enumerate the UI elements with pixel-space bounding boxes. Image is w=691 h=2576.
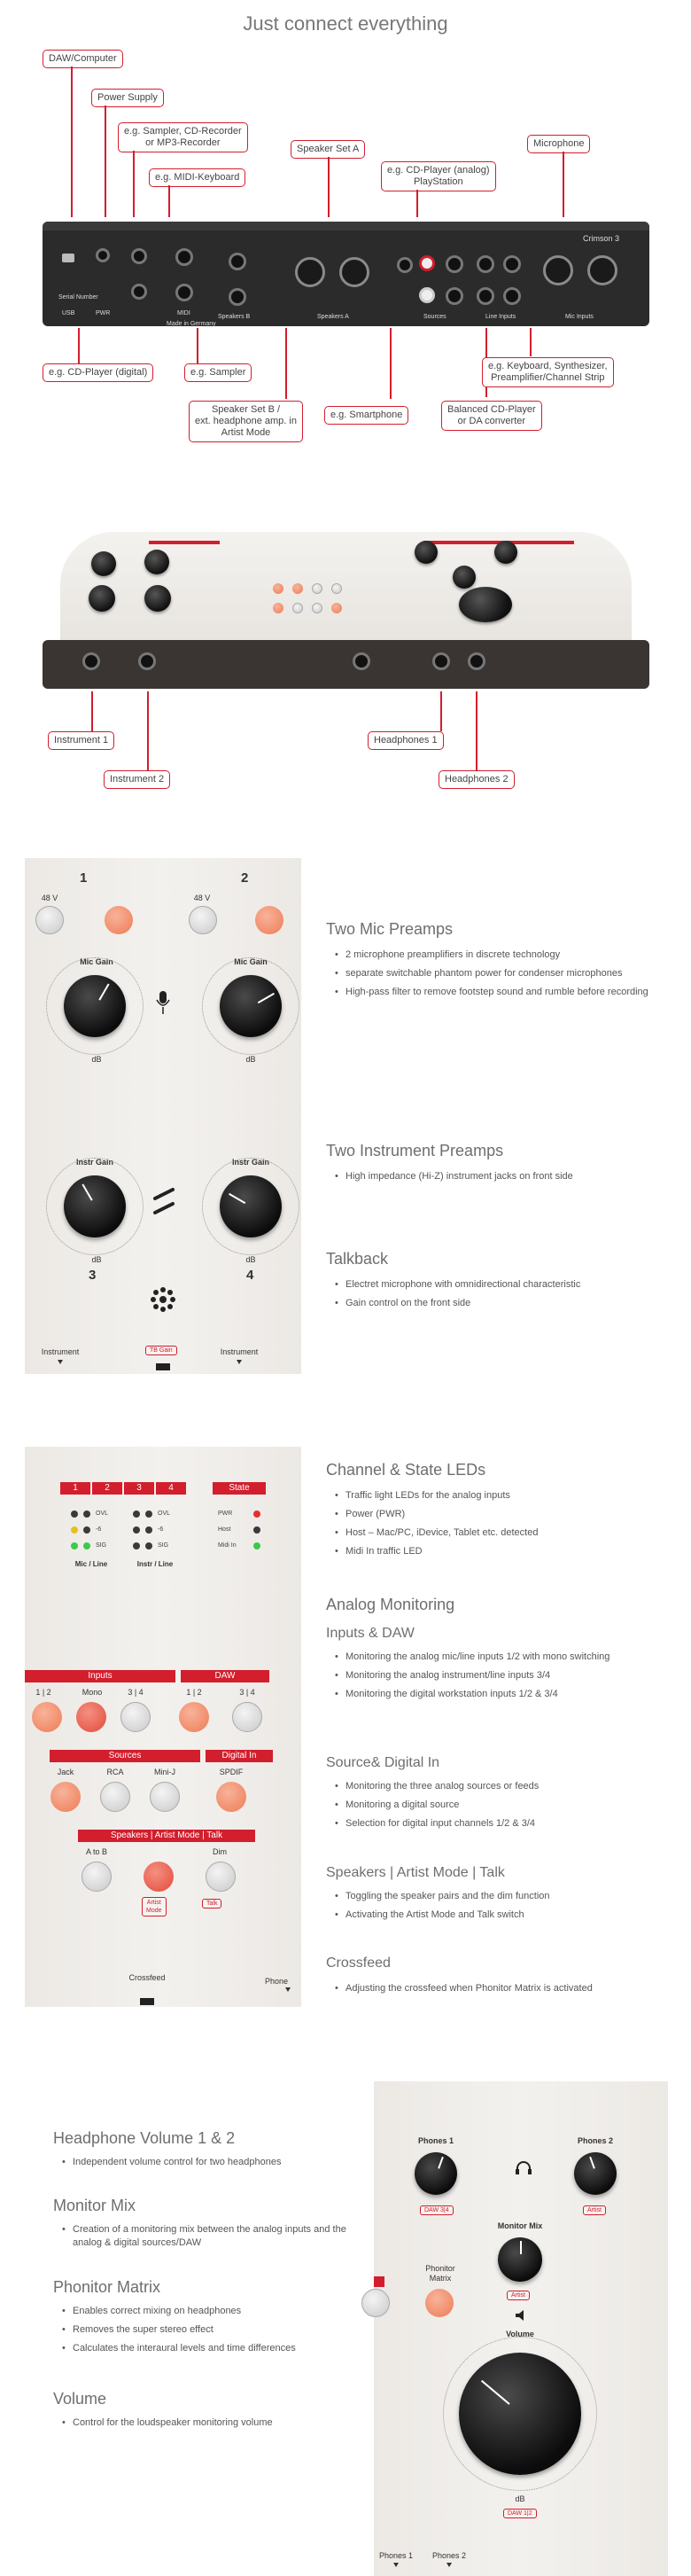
instr-gain-4-label: Instr Gain: [231, 1158, 269, 1167]
callout-microphone: Microphone: [527, 135, 590, 153]
source-digital-bullets: [335, 1780, 654, 1836]
bullet: • Control for the loudspeaker monitoring volume: [62, 2416, 363, 2430]
db-label: dB: [245, 1255, 256, 1264]
instr-gain-knob[interactable]: [89, 585, 115, 612]
db-label: dB: [91, 1255, 102, 1264]
instr-gain-3-label: Instr Gain: [75, 1158, 113, 1167]
monitor-mix-bullets: [62, 2223, 363, 2255]
input-button[interactable]: [331, 583, 342, 594]
instrument-1-jack[interactable]: [82, 652, 100, 670]
bullet: • Power (PWR): [335, 1508, 654, 1521]
crossfeed-label: Crossfeed: [128, 1973, 166, 1982]
channel-3-header: 3: [124, 1482, 154, 1495]
mono-button[interactable]: [76, 1702, 106, 1732]
dim-button[interactable]: [206, 1862, 236, 1892]
lead-line: [133, 151, 135, 217]
mic-line-label: Mic / Line: [74, 1560, 108, 1568]
lead-line: [563, 152, 564, 217]
accent-bar: [374, 2276, 384, 2287]
source-digital-subtitle: Source& Digital In: [326, 1755, 440, 1770]
speakers-bullets: [335, 1890, 654, 1927]
knob-pointer: [589, 2157, 595, 2169]
led-minus6: [145, 1526, 152, 1534]
bullet: • Adjusting the crossfeed when Phonitor Matrix is activated: [335, 1982, 654, 1995]
back-panel: [43, 222, 649, 326]
arrow-down-icon: [393, 2563, 399, 2567]
daw12-label: DAW 1|2: [503, 2509, 537, 2518]
bullet: • Independent volume control for two headphones: [62, 2156, 363, 2169]
bullet: • Midi In traffic LED: [335, 1545, 654, 1558]
led-sig: [145, 1542, 152, 1550]
channel-1-header: 1: [60, 1482, 90, 1495]
midi-out-jack[interactable]: [175, 284, 193, 301]
channel-2-number: 2: [241, 870, 249, 886]
dim-label: Dim: [213, 1847, 227, 1856]
midi-label: MIDI: [177, 310, 190, 316]
preamp-panel: [25, 858, 301, 1374]
volume-knob[interactable]: [459, 587, 512, 622]
volume-bullets: [62, 2416, 363, 2435]
usb-label: USB: [62, 310, 75, 316]
daw-header: DAW: [181, 1670, 269, 1682]
db-label: dB: [91, 1055, 102, 1064]
instr-gain-4-knob[interactable]: [220, 1175, 282, 1237]
phones-knob[interactable]: [494, 541, 517, 564]
mic-inputs-label: Mic Inputs: [565, 314, 594, 320]
bullet: • Electret microphone with omnidirectional characteristic: [335, 1278, 654, 1292]
inputs-daw-bullets: [335, 1651, 654, 1706]
bullet: • Calculates the interaural levels and time differences: [62, 2342, 363, 2355]
lead-line: [416, 190, 418, 217]
source-jack[interactable]: [446, 287, 463, 305]
arrow-down-icon: [58, 1360, 63, 1364]
callout-keyboard-synth: e.g. Keyboard, Synthesizer, Preamplifier/Channel Strip: [482, 357, 614, 387]
spdif-label: SPDIF: [219, 1768, 244, 1776]
spdif-jack[interactable]: [131, 248, 147, 264]
pwr-label: PWR: [96, 310, 111, 316]
callout-sampler-cd: e.g. Sampler, CD-Recorder or MP3-Recorder: [118, 122, 248, 152]
brand-label: Crimson 3: [583, 234, 620, 243]
bullet: • Monitoring the digital workstation inputs 1/2 & 3/4: [335, 1688, 654, 1701]
mini-jack[interactable]: [397, 257, 413, 273]
monitor-mix-knob[interactable]: [498, 2237, 542, 2282]
led-sig: [133, 1542, 140, 1550]
accent-bar: [149, 541, 220, 544]
host-label: Host: [218, 1526, 231, 1533]
volume-knob[interactable]: [459, 2353, 581, 2475]
speakers-b-label: Speakers B: [218, 314, 251, 320]
out-phones-1-label: Phones 1: [378, 2551, 414, 2560]
ovl-label: OVL: [96, 1510, 109, 1517]
jack-button[interactable]: [50, 1782, 81, 1812]
input-34-button[interactable]: [120, 1702, 151, 1732]
monitoring-panel: [25, 1447, 301, 2007]
source-button[interactable]: [331, 603, 342, 613]
pwr-label: PWR: [218, 1510, 233, 1517]
ovl-label: OVL: [158, 1510, 171, 1517]
phones-1-label: Phones 1: [417, 2136, 454, 2145]
sig-label: SIG: [96, 1542, 107, 1549]
line-input-jack[interactable]: [503, 255, 521, 273]
highpass-1-button[interactable]: [105, 906, 133, 934]
led-midi-in: [253, 1542, 260, 1550]
callout-balanced-cd: Balanced CD-Player or DA converter: [441, 401, 542, 431]
minus6-label: -6: [158, 1526, 164, 1533]
in34-label: 3 | 4: [128, 1688, 144, 1697]
talkback-mic-icon: [147, 1284, 179, 1315]
digital-in-header: Digital In: [206, 1750, 273, 1762]
lead-line: [197, 328, 198, 363]
bullet: • separate switchable phantom power for condenser microphones: [335, 967, 654, 980]
bullet: • Creation of a monitoring mix between the analog inputs and the analog & digital sources/DAW: [62, 2223, 363, 2250]
phonitor-matrix-bullets: [62, 2305, 363, 2361]
mic-gain-2-knob[interactable]: [220, 975, 282, 1037]
callout-smartphone: e.g. Smartphone: [324, 406, 408, 425]
callout-daw: DAW/Computer: [43, 50, 123, 68]
input-button[interactable]: [273, 583, 283, 594]
lead-line: [390, 328, 392, 399]
state-header: State: [213, 1482, 266, 1495]
a-to-b-button[interactable]: [82, 1862, 112, 1892]
speakers-subtitle: Speakers | Artist Mode | Talk: [326, 1865, 505, 1880]
source-button[interactable]: [292, 603, 303, 613]
out-phones-2-label: Phones 2: [431, 2551, 467, 2560]
headphones-icon: [516, 2161, 532, 2175]
lead-line: [168, 185, 170, 217]
minus6-label: -6: [96, 1526, 102, 1533]
jack-label: Jack: [57, 1768, 74, 1776]
knob-pointer: [82, 1183, 92, 1200]
highpass-2-button[interactable]: [255, 906, 283, 934]
lead-line: [328, 157, 330, 217]
crossfeed-tab[interactable]: [140, 1998, 154, 2005]
lead-line: [105, 105, 106, 217]
tb-gain-label: TB Gain: [145, 1346, 177, 1355]
lead-line: [530, 328, 532, 356]
knob-pointer: [481, 2380, 510, 2405]
instrument-2-jack[interactable]: [138, 652, 156, 670]
phonitor-matrix-button[interactable]: [425, 2289, 454, 2317]
callout-midi-keyboard: e.g. MIDI-Keyboard: [149, 168, 245, 187]
lead-line: [285, 328, 287, 399]
callout-power: Power Supply: [91, 89, 164, 107]
artist2-label: Artist: [507, 2291, 530, 2300]
speakers-a-label: Speakers A: [317, 314, 349, 320]
mono-label: Mono: [82, 1688, 103, 1697]
callout-instrument-2: Instrument 2: [104, 770, 170, 789]
arrow-down-icon: [285, 1987, 291, 1992]
led-sig: [71, 1542, 78, 1550]
in12-label: 1 | 2: [35, 1688, 51, 1697]
channel-3-number: 3: [89, 1268, 97, 1283]
volume-label: Volume: [506, 2330, 534, 2338]
db-label: dB: [515, 2494, 525, 2503]
callout-sampler: e.g. Sampler: [184, 363, 252, 382]
bullet: • 2 microphone preamplifiers in discrete technology: [335, 948, 654, 962]
analog-monitoring-title: Analog Monitoring: [326, 1596, 455, 1613]
sig-label: SIG: [158, 1542, 169, 1549]
speakers-a-xlr[interactable]: [295, 257, 325, 287]
phone-label: Phone: [264, 1977, 289, 1986]
knob-pointer: [520, 2241, 522, 2254]
instr-gain-knob[interactable]: [144, 585, 171, 612]
sources-header: Sources: [50, 1750, 200, 1762]
phones-knob[interactable]: [415, 541, 438, 564]
speaker-icon: [516, 2310, 528, 2321]
bullet: • High impedance (Hi-Z) instrument jacks on front side: [335, 1170, 654, 1183]
line-inputs-label: Line Inputs: [485, 314, 516, 320]
led-minus6: [133, 1526, 140, 1534]
talkback-jack[interactable]: [353, 652, 370, 670]
input-12-button[interactable]: [32, 1702, 62, 1732]
lead-line: [440, 691, 442, 731]
knob-pointer: [438, 2157, 444, 2169]
channel-4-number: 4: [246, 1268, 254, 1283]
led-sig: [83, 1542, 90, 1550]
usb-port[interactable]: [62, 254, 74, 262]
volume-title: Volume: [53, 2390, 107, 2408]
headphones-2-jack[interactable]: [468, 652, 485, 670]
callout-cd-digital: e.g. CD-Player (digital): [43, 363, 153, 382]
knob-pointer: [258, 992, 275, 1003]
bullet: • Enables correct mixing on headphones: [62, 2305, 363, 2318]
led-ovl: [71, 1510, 78, 1518]
arrow-down-icon: [446, 2563, 452, 2567]
preamps-bullets: [335, 948, 654, 1004]
phantom-1-button[interactable]: [35, 906, 64, 934]
daw-34-button[interactable]: [232, 1702, 262, 1732]
led-ovl: [145, 1510, 152, 1518]
back-panel-top-strip: [43, 222, 649, 230]
mic-input-xlr[interactable]: [587, 255, 617, 285]
mic-gain-knob[interactable]: [144, 550, 169, 574]
preamps-title: Two Mic Preamps: [326, 920, 454, 938]
callout-instrument-1: Instrument 1: [48, 731, 114, 750]
arrow-down-icon: [237, 1360, 242, 1364]
bullet: • Selection for digital input channels 1/2 & 3/4: [335, 1817, 654, 1831]
headphone-volume-bullets: [62, 2156, 363, 2174]
instrument-left-label: Instrument: [41, 1347, 80, 1356]
callout-speaker-b: Speaker Set B / ext. headphone amp. in Artist Mode: [189, 401, 303, 442]
device-front: [43, 640, 649, 689]
instrument-preamps-title: Two Instrument Preamps: [326, 1142, 504, 1159]
line-input-jack[interactable]: [477, 255, 494, 273]
speakers-b-jack[interactable]: [229, 253, 246, 270]
knob-pointer: [229, 1192, 245, 1203]
crossfeed-subtitle: Crossfeed: [326, 1955, 391, 1971]
mic-gain-1-knob[interactable]: [64, 975, 126, 1037]
channel-state-bullets: [335, 1489, 654, 1564]
tb-gain-tab[interactable]: [156, 1363, 170, 1370]
source-button[interactable]: [312, 603, 322, 613]
mini-j-button[interactable]: [150, 1782, 180, 1812]
channel-4-header: 4: [156, 1482, 186, 1495]
a-to-b-label: A to B: [85, 1847, 108, 1856]
monitor-mix-title: Monitor Mix: [53, 2197, 136, 2214]
led-host: [253, 1526, 260, 1534]
callout-headphones-1: Headphones 1: [368, 731, 444, 750]
source-jack[interactable]: [446, 255, 463, 273]
artist-label: Artist: [583, 2205, 606, 2215]
spdif-out-jack[interactable]: [131, 284, 147, 300]
serial-number-label: Serial Number: [58, 294, 98, 301]
lead-line: [147, 691, 149, 771]
bullet: • Monitoring the analog mic/line inputs 1/2 with mono switching: [335, 1651, 654, 1664]
lead-line: [78, 328, 80, 363]
bullet: • Monitoring a digital source: [335, 1799, 654, 1812]
lead-line: [91, 691, 93, 731]
line-input-jack[interactable]: [503, 287, 521, 305]
talk-label: Talk: [202, 1899, 221, 1909]
mic-gain-2-label: Mic Gain: [234, 957, 268, 966]
bullet: • Removes the super stereo effect: [62, 2323, 363, 2337]
crossfeed-bullets: [335, 1982, 654, 2001]
phantom-2-label: 48 V: [193, 894, 211, 902]
artist-mode-label: Artist Mode: [142, 1897, 167, 1916]
spdif-button[interactable]: [216, 1782, 246, 1812]
channel-state-title: Channel & State LEDs: [326, 1461, 486, 1479]
led-pwr: [253, 1510, 260, 1518]
callout-speaker-a: Speaker Set A: [291, 140, 365, 159]
line-input-jack[interactable]: [477, 287, 494, 305]
led-minus6: [71, 1526, 78, 1534]
lead-line: [476, 691, 477, 771]
headphones-1-jack[interactable]: [432, 652, 450, 670]
instr-line-label: Instr / Line: [136, 1560, 174, 1568]
sources-label: Sources: [423, 314, 446, 320]
knob-pointer: [98, 983, 109, 1000]
bullet: • Traffic light LEDs for the analog inputs: [335, 1489, 654, 1503]
bullet: • Toggling the speaker pairs and the dim function: [335, 1890, 654, 1903]
source-button[interactable]: [273, 603, 283, 613]
made-in-label: Made in Germany: [167, 321, 216, 327]
channel-2-header: 2: [92, 1482, 122, 1495]
page-title: Just connect everything: [243, 12, 448, 35]
channel-1-number: 1: [80, 870, 88, 886]
lead-line: [71, 66, 73, 217]
talkback-bullets: [335, 1278, 654, 1315]
daw12-label: 1 | 2: [186, 1688, 202, 1697]
talkback-title: Talkback: [326, 1250, 389, 1268]
bullet: • Gain control on the front side: [335, 1297, 654, 1310]
mic-gain-knob[interactable]: [91, 551, 116, 576]
rca-label: RCA: [106, 1768, 124, 1776]
mic-input-xlr[interactable]: [543, 255, 573, 285]
phonitor-matrix-title: Phonitor Matrix: [53, 2278, 161, 2296]
phones-2-label: Phones 2: [577, 2136, 613, 2145]
instr-gain-3-knob[interactable]: [64, 1175, 126, 1237]
mic-gain-1-label: Mic Gain: [80, 957, 113, 966]
adjacent-button[interactable]: [361, 2289, 390, 2317]
power-jack[interactable]: [96, 248, 110, 262]
db-label: dB: [245, 1055, 256, 1064]
mini-j-label: Mini-J: [154, 1768, 175, 1776]
daw34-label: DAW 3|4: [420, 2205, 454, 2215]
led-ovl: [133, 1510, 140, 1518]
daw-12-button[interactable]: [179, 1702, 209, 1732]
monitor-mix-knob[interactable]: [453, 566, 476, 589]
speakers-a-xlr[interactable]: [339, 257, 369, 287]
led-minus6: [83, 1526, 90, 1534]
callout-headphones-2: Headphones 2: [439, 770, 515, 789]
callout-cd-analog: e.g. CD-Player (analog) PlayStation: [381, 161, 496, 191]
speakers-header: Speakers | Artist Mode | Talk: [78, 1830, 255, 1842]
rca-white[interactable]: [419, 287, 435, 303]
artist-mode-button[interactable]: [144, 1862, 174, 1892]
bullet: • Monitoring the analog instrument/line inputs 3/4: [335, 1669, 654, 1682]
microphone-icon: [156, 991, 170, 1016]
phonitor-label: Phonitor Matrix: [425, 2264, 455, 2283]
bullet: • High-pass filter to remove footstep sound and rumble before recording: [335, 986, 654, 999]
inputs-daw-subtitle: Inputs & DAW: [326, 1626, 415, 1641]
bullet: • Monitoring the three analog sources or feeds: [335, 1780, 654, 1793]
phantom-1-label: 48 V: [41, 894, 58, 902]
guitar-icon: [151, 1186, 177, 1222]
bullet: • Activating the Artist Mode and Talk switch: [335, 1909, 654, 1922]
daw34-label: 3 | 4: [239, 1688, 255, 1697]
instrument-preamps-bullets: [335, 1170, 654, 1189]
inputs-header: Inputs: [25, 1670, 175, 1682]
input-button[interactable]: [292, 583, 303, 594]
phantom-2-button[interactable]: [189, 906, 217, 934]
bullet: • Host – Mac/PC, iDevice, Tablet etc. detected: [335, 1526, 654, 1540]
midi-in-label: Midi In: [218, 1542, 237, 1549]
headphone-volume-title: Headphone Volume 1 & 2: [53, 2129, 236, 2147]
midi-in-jack[interactable]: [175, 248, 193, 266]
front-device: [43, 532, 649, 696]
led-ovl: [83, 1510, 90, 1518]
input-button[interactable]: [312, 583, 322, 594]
phones-1-knob[interactable]: [415, 2152, 457, 2195]
instrument-right-label: Instrument: [220, 1347, 259, 1356]
rca-red[interactable]: [419, 255, 435, 271]
headphone-panel: [374, 2081, 668, 2576]
phones-2-knob[interactable]: [574, 2152, 617, 2195]
rca-button[interactable]: [100, 1782, 130, 1812]
speakers-b-jack[interactable]: [229, 288, 246, 306]
monitor-mix-label: Monitor Mix: [497, 2221, 543, 2230]
